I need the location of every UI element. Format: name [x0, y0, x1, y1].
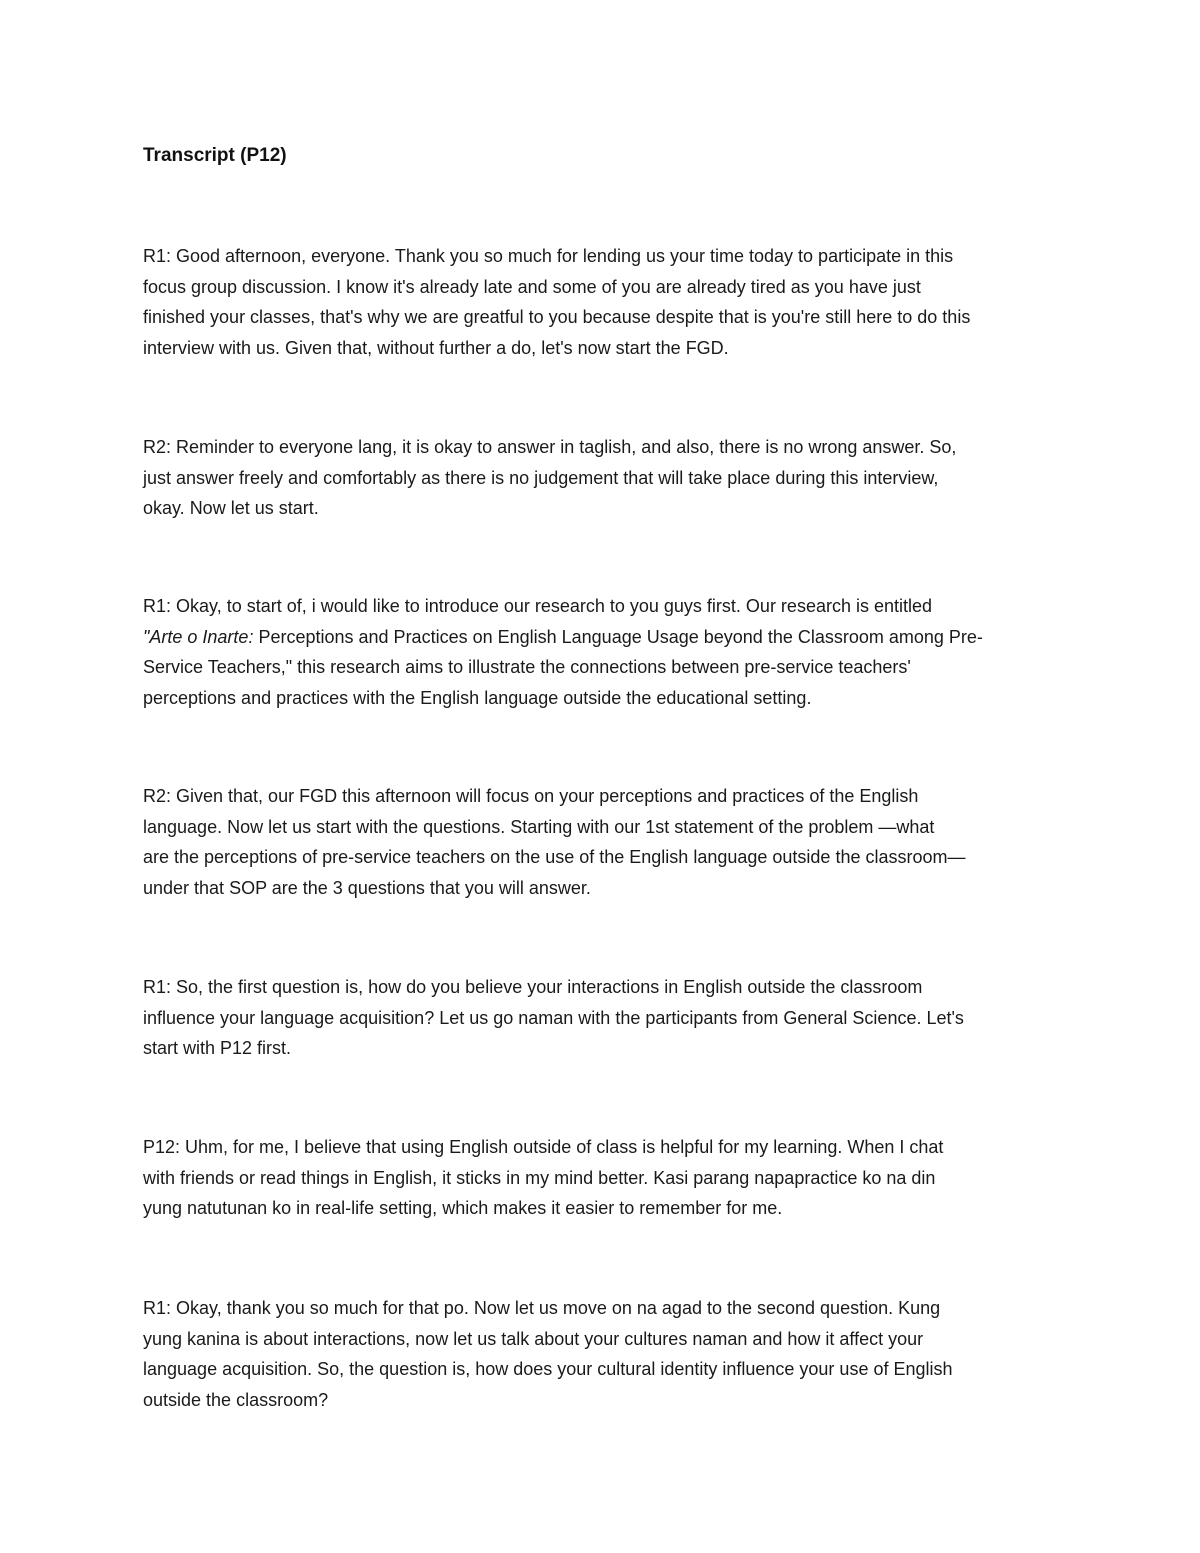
paragraph-line: R2: Given that, our FGD this afternoon will focus on your perceptions and practices of the English — [143, 786, 919, 806]
paragraph-line: focus group discussion. I know it's already late and some of you are already tired as you have just — [143, 276, 921, 297]
paragraph-line: Service Teachers," this research aims to illustrate the connections between pre-service teachers' — [143, 657, 911, 677]
paragraph-line: language. Now let us start with the questions. Starting with our 1st statement of the problem —what — [143, 816, 935, 837]
paragraph-line: start with P12 first. — [143, 1038, 292, 1058]
transcript-paragraph-r1-research-intro — [143, 591, 1063, 713]
paragraph-line: interview with us. Given that, without further a do, let's now start the FGD. — [143, 337, 729, 358]
paragraph-line: R1: Okay, thank you so much for that po. Now let us move on na agad to the second question. Kung — [143, 1298, 941, 1318]
paragraph-line: P12: Uhm, for me, I believe that using English outside of class is helpful for my learning. When I chat — [143, 1137, 944, 1157]
paragraph-line: perceptions and practices with the English language outside the educational setting. — [143, 687, 812, 708]
paragraph-line: R1: Good afternoon, everyone. Thank you so much for lending us your time today to participate in this — [143, 246, 954, 266]
transcript-paragraph-r1-second-question — [143, 1293, 1063, 1415]
paragraph-line: R1: Okay, to start of, i would like to introduce our research to you guys first. Our research is entitled — [143, 596, 933, 616]
paragraph-line: outside the classroom? — [143, 1389, 329, 1410]
paragraph-line: yung natutunan ko in real-life setting, which makes it easier to remember for me. — [143, 1198, 783, 1218]
document-title: Transcript (P12) — [143, 145, 287, 166]
paragraph-line-with-title — [143, 622, 1063, 653]
paragraph-line: under that SOP are the 3 questions that you will answer. — [143, 877, 591, 898]
transcript-paragraph-r1-greeting — [143, 241, 1063, 363]
paragraph-line: are the perceptions of pre-service teachers on the use of the English language outside the classroom— — [143, 847, 966, 867]
paragraph-line: with friends or read things in English, it sticks in my mind better. Kasi parang napapractice ko na din — [143, 1167, 936, 1188]
transcript-paragraph-r2-questions-intro — [143, 781, 1063, 903]
research-title-rest: Perceptions and Practices on English Language Usage beyond the Classroom among Pre- — [258, 626, 983, 647]
transcript-paragraph-r2-reminder — [143, 432, 1063, 524]
paragraph-line: influence your language acquisition? Let us go naman with the participants from General Science. Let's — [143, 1007, 964, 1028]
research-title-italic: "Arte o Inarte: — [143, 626, 254, 647]
paragraph-line: okay. Now let us start. — [143, 498, 319, 518]
paragraph-line: R2: Reminder to everyone lang, it is okay to answer in taglish, and also, there is no wrong answer. So, — [143, 437, 957, 457]
transcript-paragraph-r1-first-question — [143, 972, 1063, 1064]
paragraph-line: yung kanina is about interactions, now let us talk about your cultures naman and how it affect your — [143, 1328, 924, 1349]
paragraph-line: language acquisition. So, the question is, how does your cultural identity influence your use of English — [143, 1359, 953, 1379]
transcript-paragraph-p12-answer — [143, 1132, 1063, 1224]
paragraph-line: R1: So, the first question is, how do you believe your interactions in English outside the classroom — [143, 977, 923, 997]
paragraph-line: finished your classes, that's why we are greatful to you because despite that is you're still here to do this — [143, 307, 971, 327]
paragraph-line: just answer freely and comfortably as there is no judgement that will take place during this interview, — [143, 467, 939, 488]
